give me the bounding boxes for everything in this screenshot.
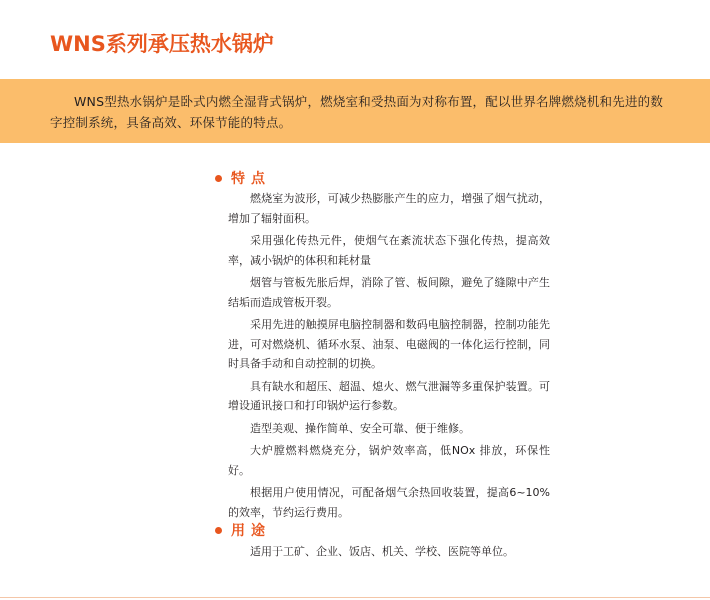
page-title: WNS系列承压热水锅炉	[50, 32, 274, 56]
features-heading	[215, 168, 271, 188]
bullet-icon	[215, 527, 222, 534]
feature-item: 具有缺水和超压、超温、熄火、燃气泄漏等多重保护装置。可增设通讯接口和打印锅炉运行参数。	[228, 379, 550, 412]
usage-text: 适用于工矿、企业、饭店、机关、学校、医院等单位。	[250, 545, 514, 558]
bottom-divider	[0, 597, 710, 598]
feature-item: 燃烧室为波形，可减少热膨胀产生的应力，增强了烟气扰动，增加了辐射面积。	[228, 192, 550, 225]
usage-heading	[215, 520, 271, 540]
feature-item: 根据用户使用情况，可配备烟气余热回收装置，提高6~10%的效率，节约运行费用。	[228, 486, 550, 519]
features-list	[228, 189, 550, 525]
intro-text: WNS型热水锅炉是卧式内燃全湿背式锅炉，燃烧室和受热面为对称布置，配以世界名牌燃烧机和先进的数字控制系统，具备高效、环保节能的特点。	[50, 94, 664, 130]
usage-heading-label: 用途	[231, 523, 271, 539]
feature-item: 采用先进的触摸屏电脑控制器和数码电脑控制器，控制功能先进，可对燃烧机、循环水泵、油泵、电磁阀的一体化运行控制，同时具备手动和自动控制的切换。	[228, 318, 550, 370]
bullet-icon	[215, 175, 222, 182]
feature-item: 造型美观、操作简单、安全可靠、便于维修。	[250, 421, 470, 435]
feature-item: 烟管与管板先胀后焊，消除了管、板间隙，避免了缝隙中产生结垢而造成管板开裂。	[228, 276, 550, 309]
feature-item: 大炉膛燃料燃烧充分，锅炉效率高，低NOx 排放，环保性好。	[228, 444, 550, 477]
feature-item: 采用强化传热元件，使烟气在紊流状态下强化传热，提高效率，减小锅炉的体积和耗材量	[228, 234, 550, 267]
features-heading-label: 特点	[231, 171, 271, 187]
